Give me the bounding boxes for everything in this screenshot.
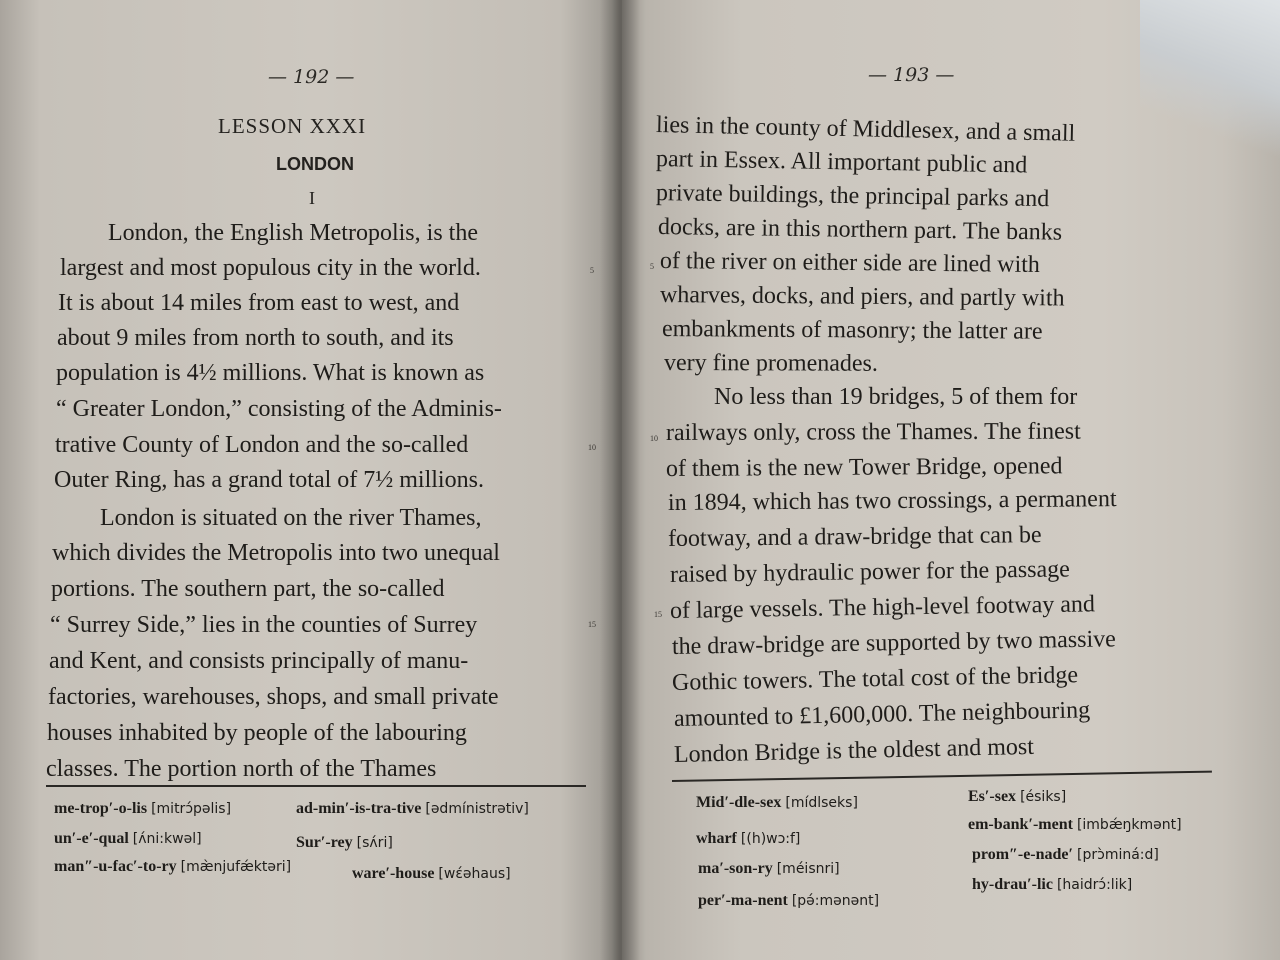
lesson-title: LESSON XXXI — [218, 114, 367, 138]
vocab-pronunciation: [sʌ́ri] — [356, 835, 393, 851]
vocab-pronunciation: [imbǽŋkmənt] — [1076, 817, 1182, 833]
vocab-pronunciation: [haidrɔ́:lik] — [1056, 877, 1133, 893]
body-line: footway, and a draw-bridge that can be — [667, 522, 1042, 552]
vocab-entry — [696, 830, 800, 848]
line-number-marker: 10 — [650, 434, 658, 443]
vocab-pronunciation: [pə́:mənənt] — [791, 893, 880, 909]
body-line: largest and most populous city in the world. — [60, 255, 481, 281]
body-line: London, the English Metropolis, is the — [108, 220, 478, 246]
body-line: “ Surrey Side,” lies in the counties of Surrey — [50, 612, 478, 638]
vocab-word: Mid′-dle-sex — [696, 794, 782, 811]
footnote-rule — [672, 771, 1212, 782]
body-line: classes. The portion north of the Thames — [46, 756, 437, 782]
vocab-entry — [54, 830, 202, 848]
vocab-word: me-trop′-o-lis — [54, 800, 148, 817]
vocab-pronunciation: [ésiks] — [1020, 789, 1067, 805]
vocab-entry — [54, 800, 231, 818]
body-line: of the river on either side are lined with — [659, 248, 1040, 278]
body-line: portions. The southern part, the so-called — [51, 576, 445, 602]
page-number-left: — 192 — — [268, 66, 355, 88]
vocab-entry — [352, 865, 511, 883]
vocab-entry — [296, 834, 393, 852]
body-line: London Bridge is the oldest and most — [673, 733, 1035, 768]
vocab-word: hy-drau′-lic — [972, 876, 1053, 893]
vocab-entry — [698, 860, 840, 878]
line-number-marker: 15 — [654, 610, 662, 619]
vocab-entry — [972, 846, 1159, 864]
footnote-rule — [46, 785, 586, 787]
vocab-pronunciation: [mídlseks] — [785, 795, 858, 811]
page-number-right: — 193 — — [868, 64, 955, 86]
body-line: part in Essex. All important public and — [655, 146, 1028, 179]
vocab-entry — [296, 800, 529, 818]
body-line: railways only, cross the Thames. The finest — [665, 418, 1081, 446]
vocab-word: wharf — [696, 830, 737, 847]
body-line: of large vessels. The high-level footway and — [669, 591, 1096, 624]
vocab-entry — [972, 876, 1132, 894]
line-number-marker: 5 — [590, 266, 594, 275]
body-line: the draw-bridge are supported by two massive — [671, 626, 1117, 660]
vocab-word: em-bank′-ment — [968, 816, 1073, 833]
body-line: London is situated on the river Thames, — [100, 505, 482, 531]
vocab-pronunciation: [méisnri] — [776, 861, 840, 877]
vocab-entry — [696, 794, 858, 812]
line-number-marker: 10 — [588, 443, 596, 452]
body-line: wharves, docks, and piers, and partly with — [659, 282, 1065, 312]
lesson-subtitle: LONDON — [276, 154, 354, 174]
vocab-entry — [54, 858, 291, 876]
body-line: very fine promenades. — [663, 350, 878, 377]
body-line: It is about 14 miles from east to west, and — [58, 290, 460, 316]
left-page — [0, 0, 622, 960]
book-gutter — [600, 0, 640, 960]
vocab-entry — [968, 816, 1182, 834]
body-line: Gothic towers. The total cost of the bridge — [671, 662, 1079, 696]
body-line: docks, are in this northern part. The banks — [657, 214, 1063, 246]
vocab-word: man″-u-fac′-to-ry — [54, 858, 177, 875]
body-line: population is 4½ millions. What is known as — [56, 360, 485, 386]
vocab-pronunciation: [ʌ́ni:kwəl] — [132, 831, 202, 847]
body-line: factories, warehouses, shops, and small private — [48, 684, 499, 710]
vocab-word: ware′-house — [352, 865, 435, 882]
vocab-word: per′-ma-nent — [698, 892, 788, 909]
body-line: embankments of masonry; the latter are — [661, 316, 1043, 345]
body-line: which divides the Metropolis into two unequal — [52, 540, 500, 566]
vocab-word: ma′-son-ry — [698, 860, 773, 877]
body-line: about 9 miles from north to south, and its — [57, 325, 454, 351]
body-line: amounted to £1,600,000. The neighbouring — [673, 697, 1091, 732]
body-line: of them is the new Tower Bridge, opened — [665, 453, 1063, 482]
vocab-pronunciation: [ədmínistrətiv] — [425, 801, 529, 817]
vocab-word: ad-min′-is-tra-tive — [296, 800, 422, 817]
body-line: houses inhabited by people of the labouring — [47, 720, 467, 746]
vocab-pronunciation: [wέəhaus] — [438, 866, 511, 882]
line-number-marker: 5 — [650, 262, 654, 271]
part-number: I — [309, 188, 315, 208]
vocab-word: Es′-sex — [968, 788, 1017, 805]
body-line: in 1894, which has two crossings, a permanent — [667, 486, 1117, 516]
vocab-word: Sur′-rey — [296, 834, 353, 851]
vocab-word: prom″-e-nade′ — [972, 846, 1074, 863]
body-line: and Kent, and consists principally of manu- — [49, 648, 469, 674]
background-corner — [1140, 0, 1280, 160]
body-line: private buildings, the principal parks and — [655, 180, 1050, 213]
body-line: raised by hydraulic power for the passage — [669, 556, 1070, 588]
body-line: lies in the county of Middlesex, and a small — [655, 112, 1076, 147]
line-number-marker: 15 — [588, 620, 596, 629]
vocab-pronunciation: [(h)wɔ:f] — [740, 831, 801, 847]
vocab-pronunciation: [prɔ̀miná:d] — [1077, 847, 1159, 863]
body-line: “ Greater London,” consisting of the Adminis- — [56, 396, 502, 422]
vocab-entry — [698, 892, 879, 910]
body-line: Outer Ring, has a grand total of 7½ millions. — [54, 467, 484, 493]
vocab-pronunciation: [mæ̀njufǽktəri] — [180, 859, 292, 875]
vocab-pronunciation: [mitrɔ́pəlis] — [151, 801, 232, 817]
body-line: No less than 19 bridges, 5 of them for — [714, 384, 1078, 410]
vocab-entry — [968, 788, 1066, 806]
vocab-word: un′-e′-qual — [54, 830, 129, 847]
body-line: trative County of London and the so-called — [55, 432, 469, 458]
